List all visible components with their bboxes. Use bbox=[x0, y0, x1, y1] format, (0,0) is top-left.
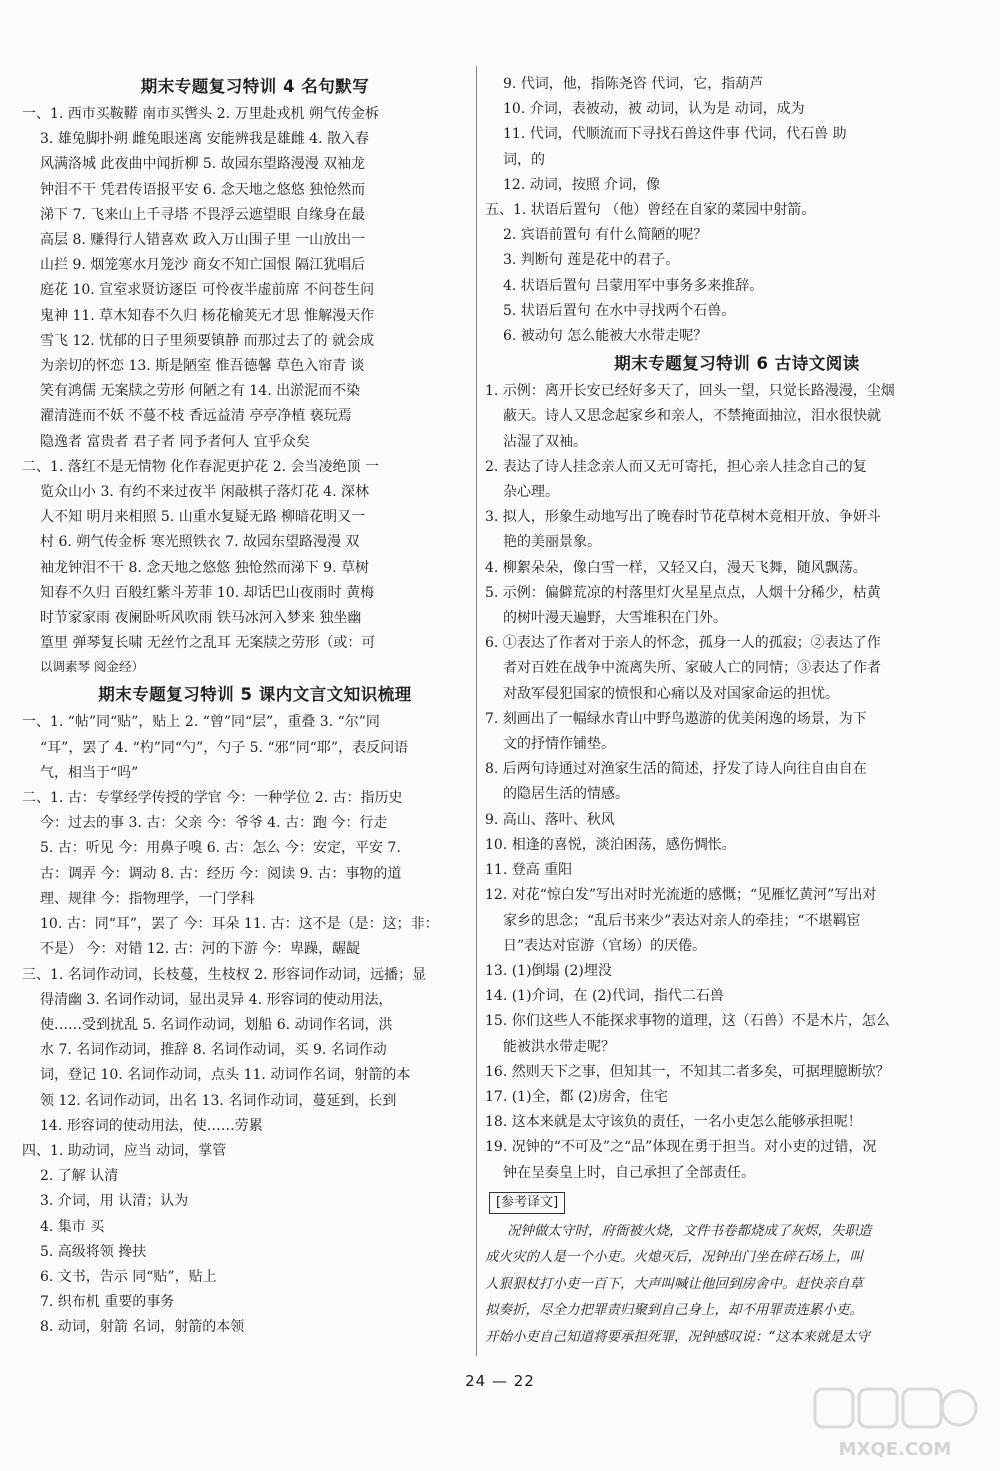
text-line: 4. 状语后置句 吕蒙用军中事务多来推辞。 bbox=[503, 277, 764, 294]
text-line: 6. 文书，告示 同“贴”，贴上 bbox=[40, 1268, 217, 1285]
text-line: 为亲切的怀恋 13. 斯是陋室 惟吾德馨 草色入帘青 谈 bbox=[40, 358, 365, 375]
text-line: 的隐居生活的情感。 bbox=[503, 786, 629, 803]
text-line: 5. 示例：偏僻荒凉的村落里灯火星星点点，人烟十分稀少，枯黄 bbox=[485, 584, 881, 601]
section-6-body bbox=[485, 379, 971, 1186]
section-5-continued bbox=[485, 72, 971, 349]
text-line: 知春不久归 百般红紫斗芳菲 10. 却话巴山夜雨时 黄梅 bbox=[40, 584, 375, 601]
text-line: 1. 示例：离开长安已经好多天了，回头一望，只觉长路漫漫，尘烟 bbox=[485, 383, 895, 400]
text-line: 理、规律 今：指物理学，一门学科 bbox=[40, 890, 255, 907]
text-line: 水 7. 名词作动词，推辞 8. 名词作动词，买 9. 名词作动 bbox=[40, 1042, 387, 1059]
text-line: 14. 形容词的使动用法，使……劳累 bbox=[40, 1117, 263, 1134]
text-line: 使……受到扰乱 5. 名词作动词，划船 6. 动词作名词，洪 bbox=[40, 1016, 393, 1033]
text-line: 6. ①表达了作者对于亲人的怀念，孤身一人的孤寂；②表达了作 bbox=[485, 635, 881, 652]
text-line: 19. 况钟的“不可及”之“品”体现在勇于担当。对小吏的过错，况 bbox=[485, 1139, 877, 1156]
text-line: 古：调弄 今：调动 8. 古：经历 今：阅读 9. 古：事物的道 bbox=[40, 865, 402, 882]
text-line: 得清幽 3. 名词作动词，显出灵异 4. 形容词的使动用法， bbox=[40, 991, 393, 1008]
right-column bbox=[485, 72, 971, 1350]
svg-text:MXQE.COM: MXQE.COM bbox=[838, 1439, 952, 1460]
text-line: 今：过去的事 3. 古：父亲 今：爷爷 4. 古：跑 今：行走 bbox=[40, 815, 388, 832]
translation-line: 拟奏折，尽全力把罪责归聚到自己身上，却不用罪责连累小吏。 bbox=[485, 1302, 863, 1319]
section-4-title: 期末专题复习特训 4 名句默写 bbox=[140, 77, 370, 96]
text-line: 8. 后两句诗通过对渔家生活的简述，抒发了诗人向往自由自在 bbox=[485, 761, 867, 778]
reference-translation-label: [参考译文] bbox=[489, 1192, 565, 1214]
text-line: 沾湿了双袖。 bbox=[503, 433, 587, 450]
text-line: 气，相当于“吗” bbox=[40, 764, 139, 781]
text-line: 16. 然则天下之事，但知其一，不知其二者多矣，可据理臆断欤？ bbox=[485, 1063, 890, 1080]
text-line: 12. 对花“惊白发”写出对时光流逝的感慨；“见雁忆黄河”写出对 bbox=[485, 887, 877, 904]
translation-line: 人狠狠杖打小吏一百下，大声叫喊让他回到房舍中。赶快亲自草 bbox=[485, 1275, 863, 1292]
text-line: 村 6. 朔气传金柝 寒光照铁衣 7. 故园东望路漫漫 双 bbox=[40, 534, 360, 551]
section-4-part-1 bbox=[22, 102, 470, 455]
text-line: 隐逸者 富贵者 君子者 同予者何人 宜乎众矣 bbox=[40, 433, 310, 450]
text-line: 四、1. 助动词，应当 动词，掌管 bbox=[22, 1142, 227, 1159]
text-line: 不是） 今：对错 12. 古：河的下游 今：卑躁，龌龊 bbox=[40, 941, 361, 958]
text-line: 7. 刻画出了一幅绿水青山中野鸟遨游的优美闲逸的场景，为下 bbox=[485, 710, 867, 727]
text-line: 2. 了解 认清 bbox=[40, 1168, 119, 1185]
watermark-logo bbox=[807, 1385, 982, 1463]
text-line: 词，登记 10. 名词作动词，点头 11. 动词作名词，射箭的本 bbox=[40, 1067, 411, 1084]
text-line: 2. 宾语前置句 有什么简陋的呢？ bbox=[503, 227, 708, 244]
text-line: 15. 你们这些人不能探求事物的道理，这（石兽）不是木片，怎么 bbox=[485, 1013, 890, 1030]
text-line: 篁里 弹琴复长啸 无丝竹之乱耳 无案牍之劳形（或：可 bbox=[40, 635, 376, 652]
text-line: 二、1. 落红不是无情物 化作春泥更护花 2. 会当凌绝顶 一 bbox=[22, 458, 379, 475]
text-line: 5. 高级将领 搀扶 bbox=[40, 1243, 147, 1260]
reference-translation-body bbox=[485, 1218, 971, 1351]
text-line: 11. 登高 重阳 bbox=[485, 862, 573, 879]
text-line: 10. 古：同“耳”，罢了 今：耳朵 11. 古：这不是（是：这；非： bbox=[40, 916, 439, 933]
text-line: 9. 高山、落叶、秋风 bbox=[485, 811, 615, 828]
text-line: 涕下 7. 飞来山上千寻塔 不畏浮云遮望眼 自缘身在最 bbox=[40, 206, 366, 223]
text-line: 4. 集市 买 bbox=[40, 1218, 105, 1235]
text-line: 领 12. 名词作动词，出名 13. 名词作动词，蔓延到，长到 bbox=[40, 1092, 397, 1109]
text-line: 12. 动词，按照 介词，像 bbox=[503, 176, 661, 193]
section-5-body bbox=[22, 710, 470, 1340]
text-line: 9. 代词，他，指陈尧咨 代词，它，指葫芦 bbox=[503, 76, 764, 92]
text-line: 三、1. 名词作动词，长枝蔓，生枝杈 2. 形容词作动词，远播；显 bbox=[22, 966, 427, 983]
page-number: 24 — 22 bbox=[465, 1372, 535, 1390]
text-line: 笑有鸿儒 无案牍之劳形 何陋之有 14. 出淤泥而不染 bbox=[40, 383, 361, 400]
text-line: 4. 柳絮朵朵，像白雪一样，又轻又白，漫天飞舞，随风飘荡。 bbox=[485, 559, 867, 576]
text-line: 14. (1)介词，在 (2)代词，指代二石兽 bbox=[485, 988, 724, 1005]
text-line: 一、1. 西市买鞍鞯 南市买辔头 2. 万里赴戎机 朔气传金柝 bbox=[22, 106, 379, 122]
text-line: 3. 介词，用 认清；认为 bbox=[40, 1193, 189, 1210]
text-line: 五、1. 状语后置句 （他）曾经在自家的菜园中射箭。 bbox=[485, 202, 816, 219]
column-divider bbox=[476, 66, 477, 1356]
text-line: 3. 拟人，形象生动地写出了晚春时节花草树木竞相开放、争妍斗 bbox=[485, 509, 881, 526]
text-line: 17. (1)全，都 (2)房舍，住宅 bbox=[485, 1088, 668, 1105]
text-line: 7. 织布机 重要的事务 bbox=[40, 1294, 175, 1311]
text-line: 蔽天。诗人又思念起家乡和亲人，不禁掩面抽泣，泪水很快就 bbox=[503, 408, 881, 425]
text-line: 时节家家雨 夜阑卧听风吹雨 铁马冰河入梦来 独坐幽 bbox=[40, 610, 362, 627]
text-line: 3. 雄兔脚扑朔 雌兔眼迷离 安能辨我是雄雌 4. 散入春 bbox=[40, 131, 369, 148]
translation-line: 况钟做太守时，府衙被火烧，文件书卷都烧成了灰烬，失职造 bbox=[507, 1222, 872, 1239]
text-line: 10. 介词，表被动，被 动词，认为是 动词，成为 bbox=[503, 101, 805, 118]
text-line: 词，的 bbox=[503, 151, 545, 168]
text-line: “耳”，罢了 4. “杓”同“勺”，勺子 5. “邪”同“耶”，表反问语 bbox=[40, 739, 409, 756]
text-line: 雪飞 12. 忧郁的日子里须要镇静 而那过去了的 就会成 bbox=[40, 332, 375, 349]
text-line: 8. 动词，射箭 名词，射箭的本领 bbox=[40, 1319, 245, 1336]
text-line: 5. 状语后置句 在水中寻找两个石兽。 bbox=[503, 302, 736, 319]
text-line: 13. (1)倒塌 (2)埋没 bbox=[485, 962, 612, 979]
translation-line: 开始小吏自己知道将要承担死罪，况钟感叹说：“这本来就是太守 bbox=[485, 1328, 870, 1345]
text-line: 11. 代词，代顺流而下寻找石兽这件事 代词，代石兽 助 bbox=[503, 126, 847, 143]
text-line: 日”表达对宦游（官场）的厌倦。 bbox=[503, 937, 707, 954]
text-line: 10. 相逢的喜悦，淡泊困荡，感伤惆怅。 bbox=[485, 836, 736, 853]
text-line: 6. 被动句 怎么能被大水带走呢？ bbox=[503, 328, 708, 345]
text-line: 二、1. 古：专掌经学传授的学官 今：一种学位 2. 古：指历史 bbox=[22, 790, 403, 807]
left-column bbox=[22, 72, 470, 1341]
text-line: 的树叶漫天遍野，大雪堆积在门外。 bbox=[503, 610, 727, 627]
section-4-part-2 bbox=[22, 455, 470, 657]
text-line: 18. 这本来就是太守该负的责任，一名小吏怎么能够承担呢！ bbox=[485, 1114, 862, 1131]
text-line: 钟在呈奏皇上时，自己承担了全部责任。 bbox=[503, 1164, 755, 1181]
section-5-title: 期末专题复习特训 5 课内文言文知识梳理 bbox=[98, 685, 412, 705]
text-line: 览众山小 3. 有约不来过夜半 闲敲棋子落灯花 4. 深林 bbox=[40, 484, 369, 501]
text-line: 人不知 明月来相照 5. 山重水复疑无路 柳暗花明又一 bbox=[40, 509, 366, 526]
text-line: 杂心理。 bbox=[503, 484, 559, 501]
text-line: 高层 8. 赚得行人错喜欢 政入万山围子里 一山放出一 bbox=[40, 232, 366, 249]
section-4-note: 以调素琴 阅金经） bbox=[40, 659, 144, 675]
translation-line: 成火灾的人是一个小吏。火熄灭后，况钟出门坐在碎石场上，叫 bbox=[485, 1249, 863, 1266]
text-line: 袖龙钟泪不干 8. 念天地之悠悠 独怆然而涕下 9. 草树 bbox=[40, 559, 369, 576]
text-line: 风满洛城 此夜曲中闻折柳 5. 故园东望路漫漫 双袖龙 bbox=[40, 156, 366, 173]
text-line: 山拦 9. 烟笼寒水月笼沙 商女不知亡国恨 隔江犹唱后 bbox=[40, 257, 366, 274]
text-line: 能被洪水带走呢？ bbox=[503, 1038, 615, 1055]
section-6-title: 期末专题复习特训 6 古诗文阅读 bbox=[614, 354, 860, 374]
text-line: 濯清涟而不妖 不蔓不枝 香远益清 亭亭净植 亵玩焉 bbox=[40, 408, 352, 425]
text-line: 者对百姓在战争中流离失所、家破人亡的同情；③表达了作者 bbox=[503, 660, 881, 677]
text-line: 一、1. “帖”同“贴”，贴上 2. “曾”同“层”，重叠 3. “尔”同 bbox=[22, 714, 380, 731]
text-line: 钟泪不干 凭君传语报平安 6. 念天地之悠悠 独怆然而 bbox=[40, 181, 366, 198]
text-line: 庭花 10. 宣室求贤访逐臣 可怜夜半虚前席 不问苍生问 bbox=[40, 282, 375, 299]
text-line: 2. 表达了诗人挂念亲人而又无可寄托，担心亲人挂念自己的复 bbox=[485, 458, 867, 475]
text-line: 艳的美丽景象。 bbox=[503, 534, 601, 551]
text-line: 家乡的思念；“乱后书来少”表达对亲人的牵挂；“不堪羁宦 bbox=[503, 912, 861, 929]
text-line: 鬼神 11. 草木知春不久归 杨花榆荚无才思 惟解漫天作 bbox=[40, 307, 375, 324]
text-line: 5. 古：听见 今：用鼻子嗅 6. 古：怎么 今：安定，平安 7. bbox=[40, 840, 401, 857]
text-line: 对敌军侵犯国家的愤恨和心痛以及对国家命运的担忧。 bbox=[503, 685, 839, 702]
text-line: 3. 判断句 莲是花中的君子。 bbox=[503, 252, 680, 269]
text-line: 文的抒情作铺垫。 bbox=[503, 736, 615, 753]
